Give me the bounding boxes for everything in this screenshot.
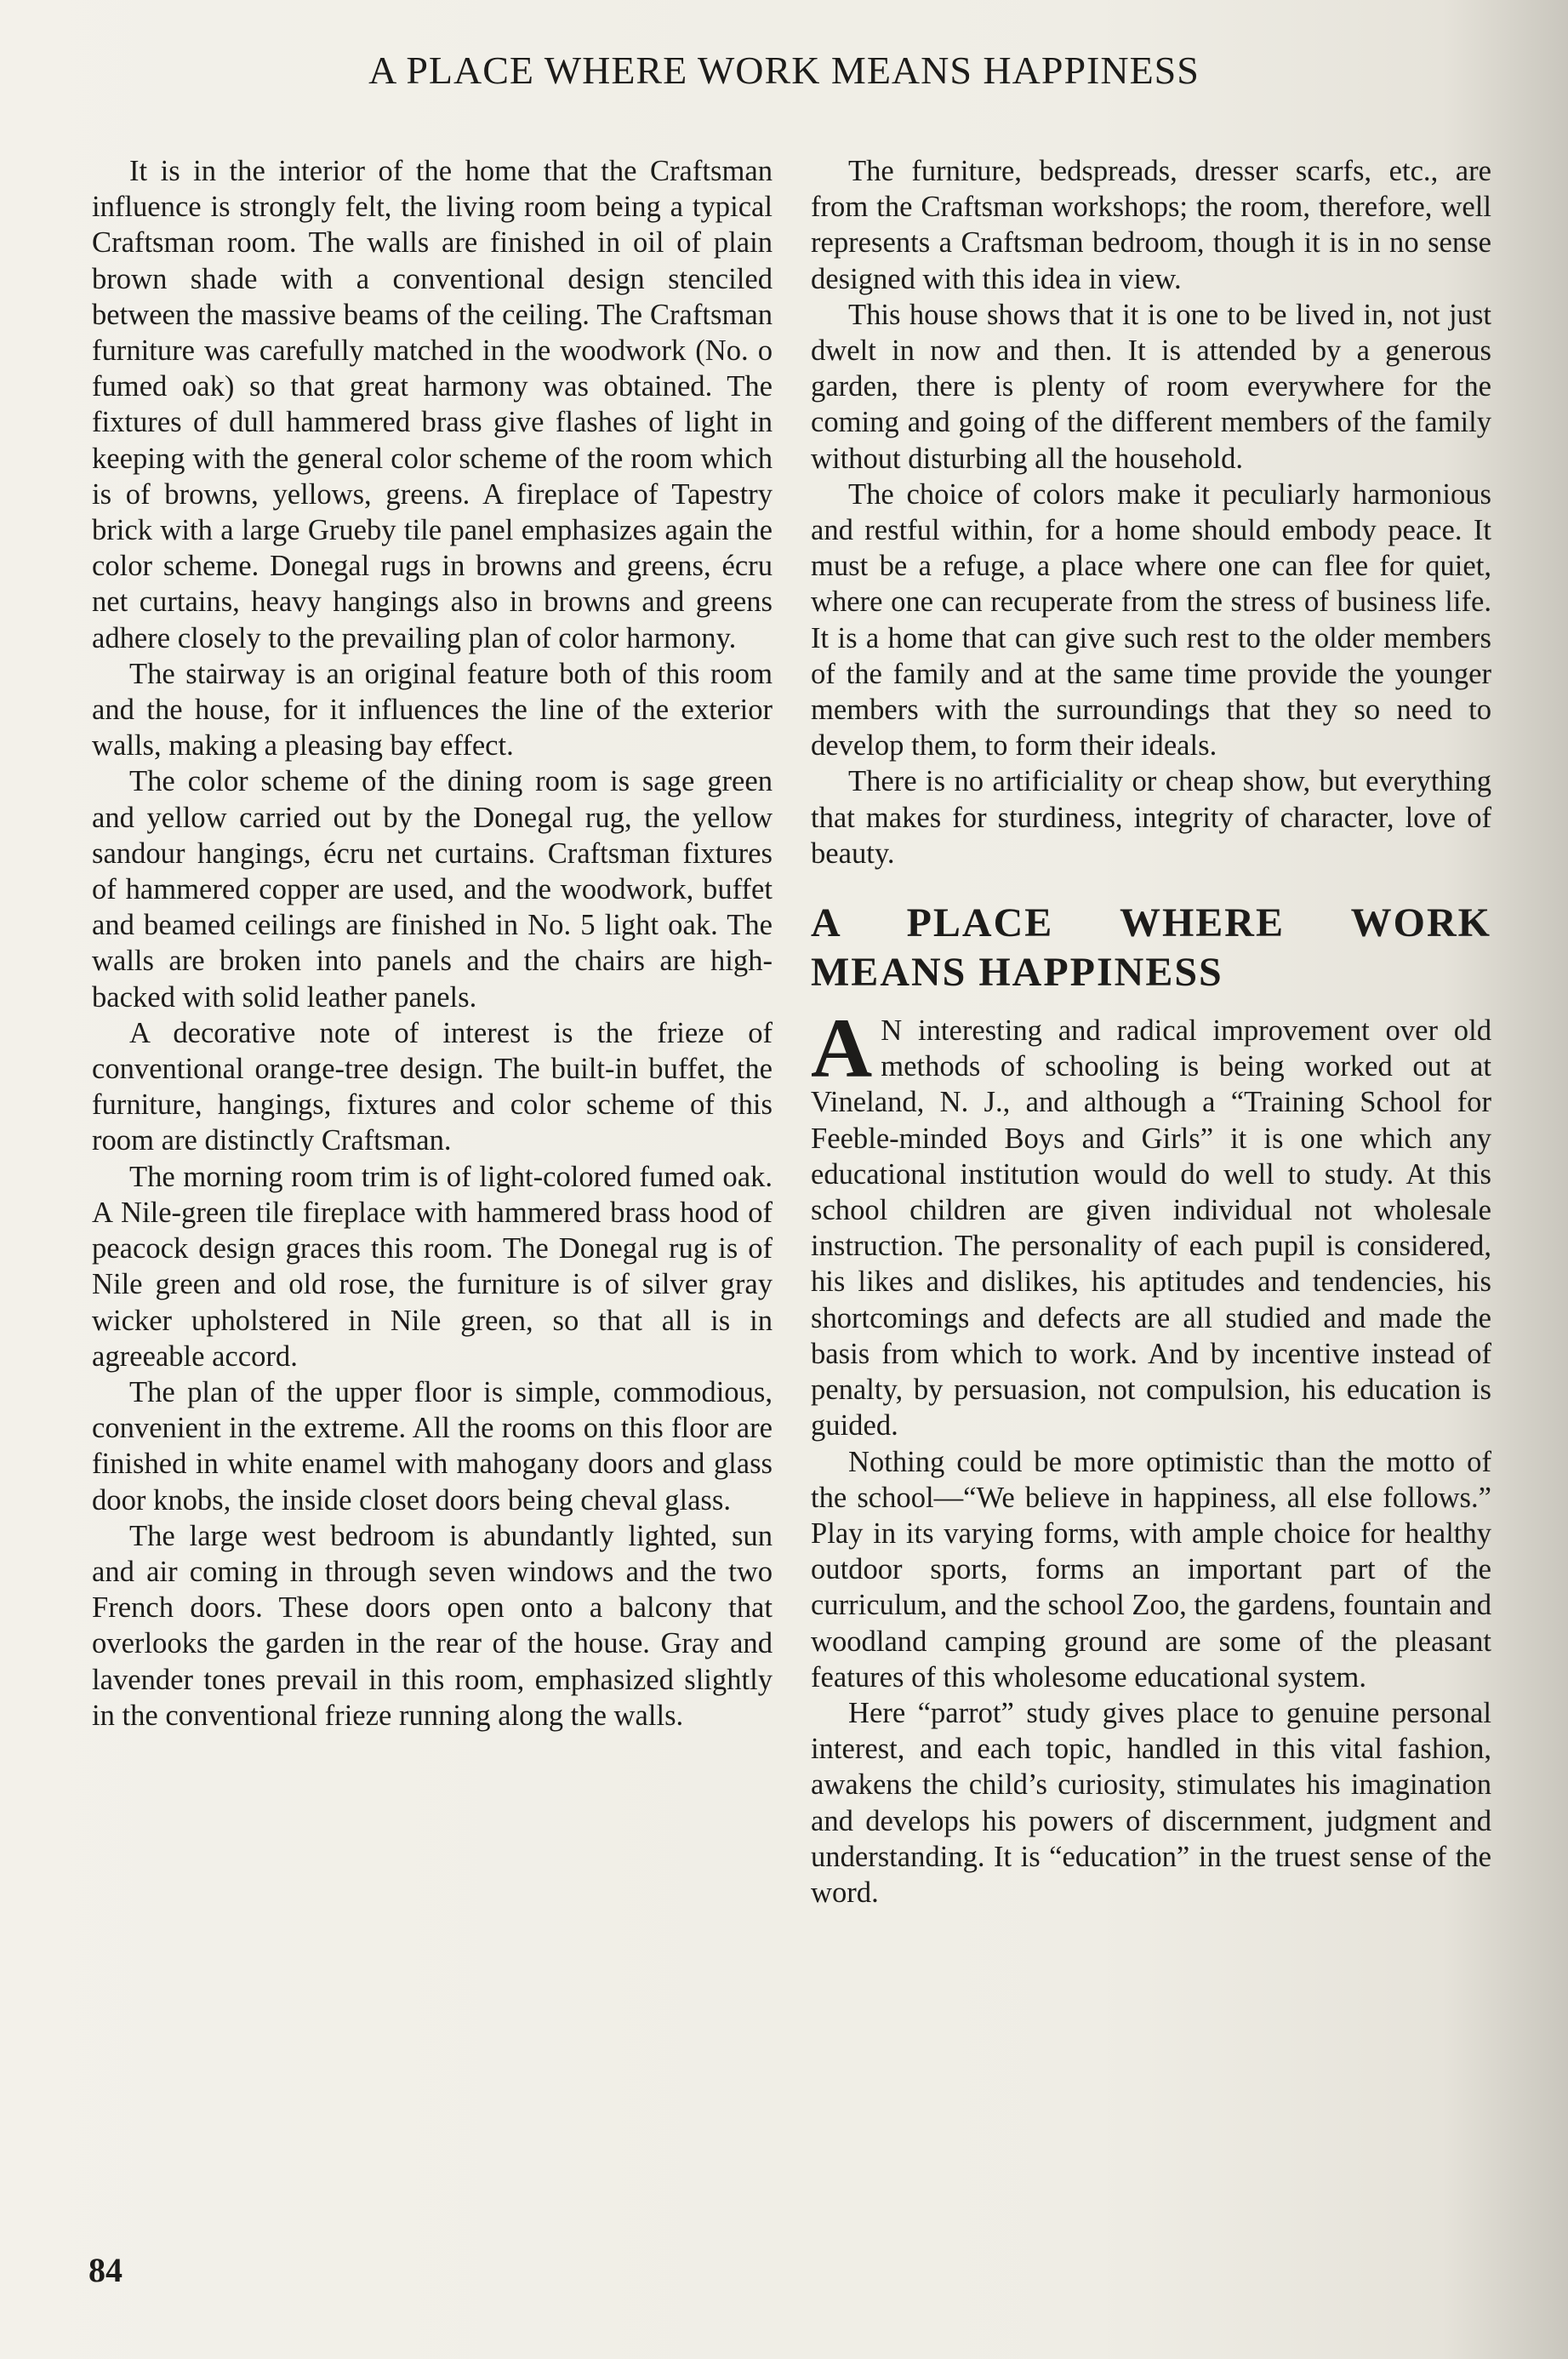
paragraph: A decorative note of interest is the frieze of conventional orange-tree design. The built-in buffet, the furniture, hangings, fixtures and color scheme of this room are distinctly Craftsman. bbox=[92, 1016, 773, 1157]
paragraph: The large west bedroom is abundantly lighted, sun and air coming in through seven windows and the two French doors. These doors open onto a balcony that overlooks the garden in the rear of the house. Gray and lavender tones prevail in this room, emphasized slightly in the conventional frieze running along the walls. bbox=[92, 1519, 773, 1732]
page-number: 84 bbox=[88, 2251, 123, 2289]
drop-cap: A bbox=[811, 1001, 873, 1096]
paragraph: The color scheme of the dining room is sage green and yellow carried out by the Donegal rug, the yellow sandour hangings, écru net curtains. Craftsman fixtures of hammered copper are used, and the woodwork, buffet and beamed ceilings are finished in No. 5 light oak. The walls are broken into panels and the chairs are high-backed with solid leather panels. bbox=[92, 765, 773, 1014]
left-column bbox=[92, 153, 773, 1734]
paragraph: There is no artificiality or cheap show, but everything that makes for sturdiness, integrity of character, love of beauty. bbox=[811, 765, 1491, 870]
paragraph: The stairway is an original feature both of this room and the house, for it influences the line of the exterior walls, making a pleasing bay effect. bbox=[92, 657, 773, 763]
paragraph: It is in the interior of the home that the Craftsman influence is strongly felt, the living room being a typical Craftsman room. The walls are finished in oil of plain brown shade with a conventional design stenciled between the massive beams of the ceiling. The Craftsman furniture was carefully matched in the woodwork (No. o fumed oak) so that great harmony was obtained. The fixtures of dull hammered brass give flashes of light in keeping with the general color scheme of the room which is of browns, yellows, greens. A fireplace of Tapestry brick with a large Grueby tile panel emphasizes again the color scheme. Donegal rugs in browns and greens, écru net curtains, heavy hangings also in browns and greens adhere closely to the prevailing plan of color harmony. bbox=[92, 155, 773, 654]
paragraph: Here “parrot” study gives place to genuine personal interest, and each topic, handled in this vital fashion, awakens the child’s curiosity, stimulates his imagination and develops his powers of discernment, judgment and understanding. It is “education” in the truest sense of the word. bbox=[811, 1696, 1491, 1909]
paragraph: The plan of the upper floor is simple, commodious, convenient in the extreme. All the rooms on this floor are finished in white enamel with mahogany doors and glass door knobs, the inside closet doors being cheval glass. bbox=[92, 1375, 773, 1516]
running-head: A PLACE WHERE WORK MEANS HAPPINESS bbox=[368, 49, 1200, 92]
lead-paragraph bbox=[811, 1001, 1491, 1443]
paragraph: The morning room trim is of light-colored fumed oak. A Nile-green tile fireplace with hammered brass hood of peacock design graces this room. The Donegal rug is of Nile green and old rose, the furniture is of silver gray wicker upholstered in Nile green, so that all is in agreeable accord. bbox=[92, 1160, 773, 1373]
article-title-line-1: A PLACE WHERE WORK bbox=[811, 900, 1491, 946]
article-title bbox=[811, 899, 1491, 997]
paragraph: The choice of colors make it peculiarly harmonious and restful within, for a home should embody peace. It must be a refuge, a place where one can flee for quiet, where one can recuperate from the stress of business life. It is a home that can give such rest to the older members of the family and at the same time provide the younger members with the surroundings that they so need to develop them, to form their ideals. bbox=[811, 477, 1491, 763]
article-title-line-2: MEANS HAPPINESS bbox=[811, 950, 1223, 996]
right-column bbox=[811, 153, 1491, 1911]
paragraph: Nothing could be more optimistic than the motto of the school—“We believe in happiness, all else follows.” Play in its varying forms, with ample choice for healthy outdoor sports, forms an important part of the curriculum, and the school Zoo, the gardens, fountain and woodland camping ground are some of the pleasant features of this wholesome educational system. bbox=[811, 1445, 1491, 1694]
paragraph: This house shows that it is one to be lived in, not just dwelt in now and then. It is attended by a generous garden, there is plenty of room everywhere for the coming and going of the different members of the family without disturbing all the household. bbox=[811, 298, 1491, 475]
paragraph: The furniture, bedspreads, dresser scarfs, etc., are from the Craftsman workshops; the room, therefore, well represents a Craftsman bedroom, though it is in no sense designed with this idea in view. bbox=[811, 155, 1491, 295]
lead-paragraph-text: N interesting and radical improvement over old methods of schooling is being worked out at Vineland, N. J., and although a “Training School for Feeble-minded Boys and Girls” it is one which any educational institution would do well to study. At this school children are given individual not wholesale instruction. The personality of each pupil is considered, his likes and dislikes, his aptitudes and tendencies, his shortcomings and defects are all studied and made the basis from which to work. And by incentive instead of penalty, by persuasion, not compulsion, his education is guided. bbox=[811, 1014, 1491, 1442]
